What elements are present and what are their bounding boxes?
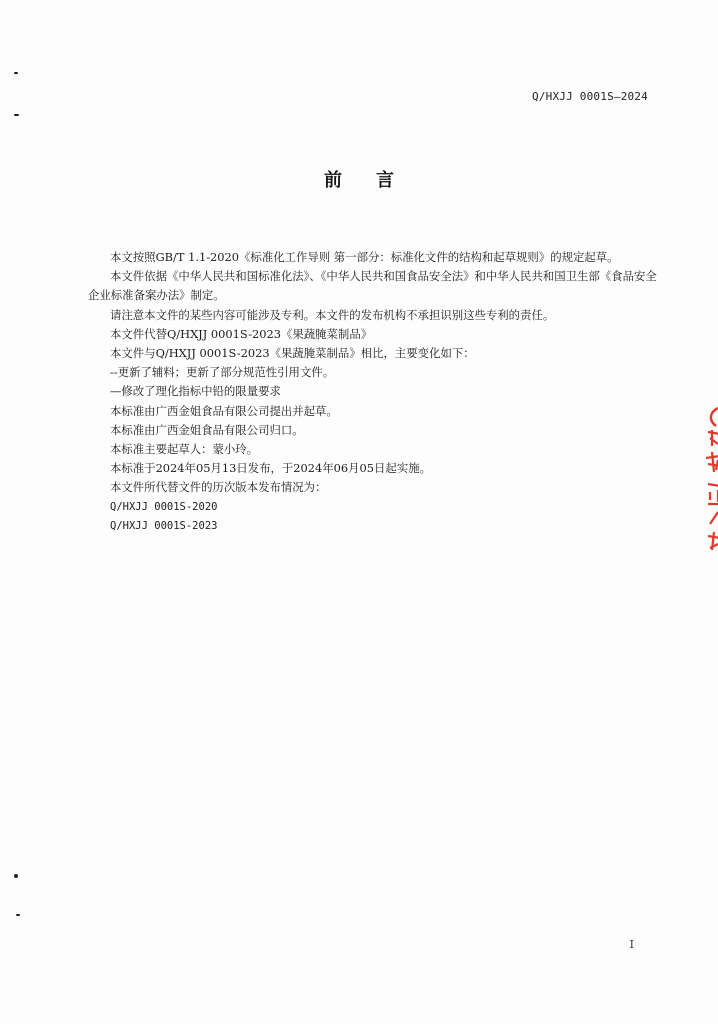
- paragraph-replaces: 本文件代替Q/HXJJ 0001S-2023《果蔬腌菜制品》: [110, 326, 373, 341]
- seal-stamp-fragment: [698, 400, 718, 560]
- scan-mark: [14, 874, 18, 878]
- page-title: 前言: [324, 170, 428, 191]
- paragraph-dates: 本标准于2024年05月13日发布，于2024年06月05日起实施。: [110, 461, 431, 476]
- change-item-2: —修改了理化指标中铅的限量要求: [110, 384, 281, 399]
- paragraph-legal-basis: 本文件依据《中华人民共和国标准化法》、《中华人民共和国食品安全法》和中华人民共和国卫生部《食品安全企业标准备案办法》制定。: [88, 269, 657, 303]
- paragraph-drafting-basis: 本文按照GB/T 1.1-2020《标准化工作导则 第一部分：标准化文件的结构和起草规则》的规定起草。: [110, 250, 619, 264]
- version-item: Q/HXJJ 0001S-2020: [110, 500, 218, 513]
- paragraph-centralized: 本标准由广西金姐食品有限公司归口。: [110, 422, 304, 437]
- change-item-1: --更新了辅料；更新了部分规范性引用文件。: [110, 365, 335, 380]
- scan-mark: [14, 114, 19, 116]
- paragraph-proposer: 本标准由广西金姐食品有限公司提出并起草。: [110, 403, 338, 418]
- document-code: Q/HXJJ 0001S—2024: [532, 90, 648, 103]
- version-item: Q/HXJJ 0001S-2023: [110, 519, 218, 532]
- scan-mark: [14, 72, 18, 74]
- page-number: I: [629, 938, 634, 951]
- paragraph-patent-notice: 请注意本文件的某些内容可能涉及专利。本文件的发布机构不承担识别这些专利的责任。: [110, 307, 555, 322]
- scan-mark: [16, 914, 20, 916]
- paragraph-drafter: 本标准主要起草人：蒙小玲。: [110, 442, 259, 457]
- paragraph-changes-intro: 本文件与Q/HXJJ 0001S-2023《果蔬腌菜制品》相比，主要变化如下：: [110, 346, 475, 361]
- foreword-body: [88, 248, 658, 536]
- paragraph-history-intro: 本文件所代替文件的历次版本发布情况为：: [110, 480, 327, 495]
